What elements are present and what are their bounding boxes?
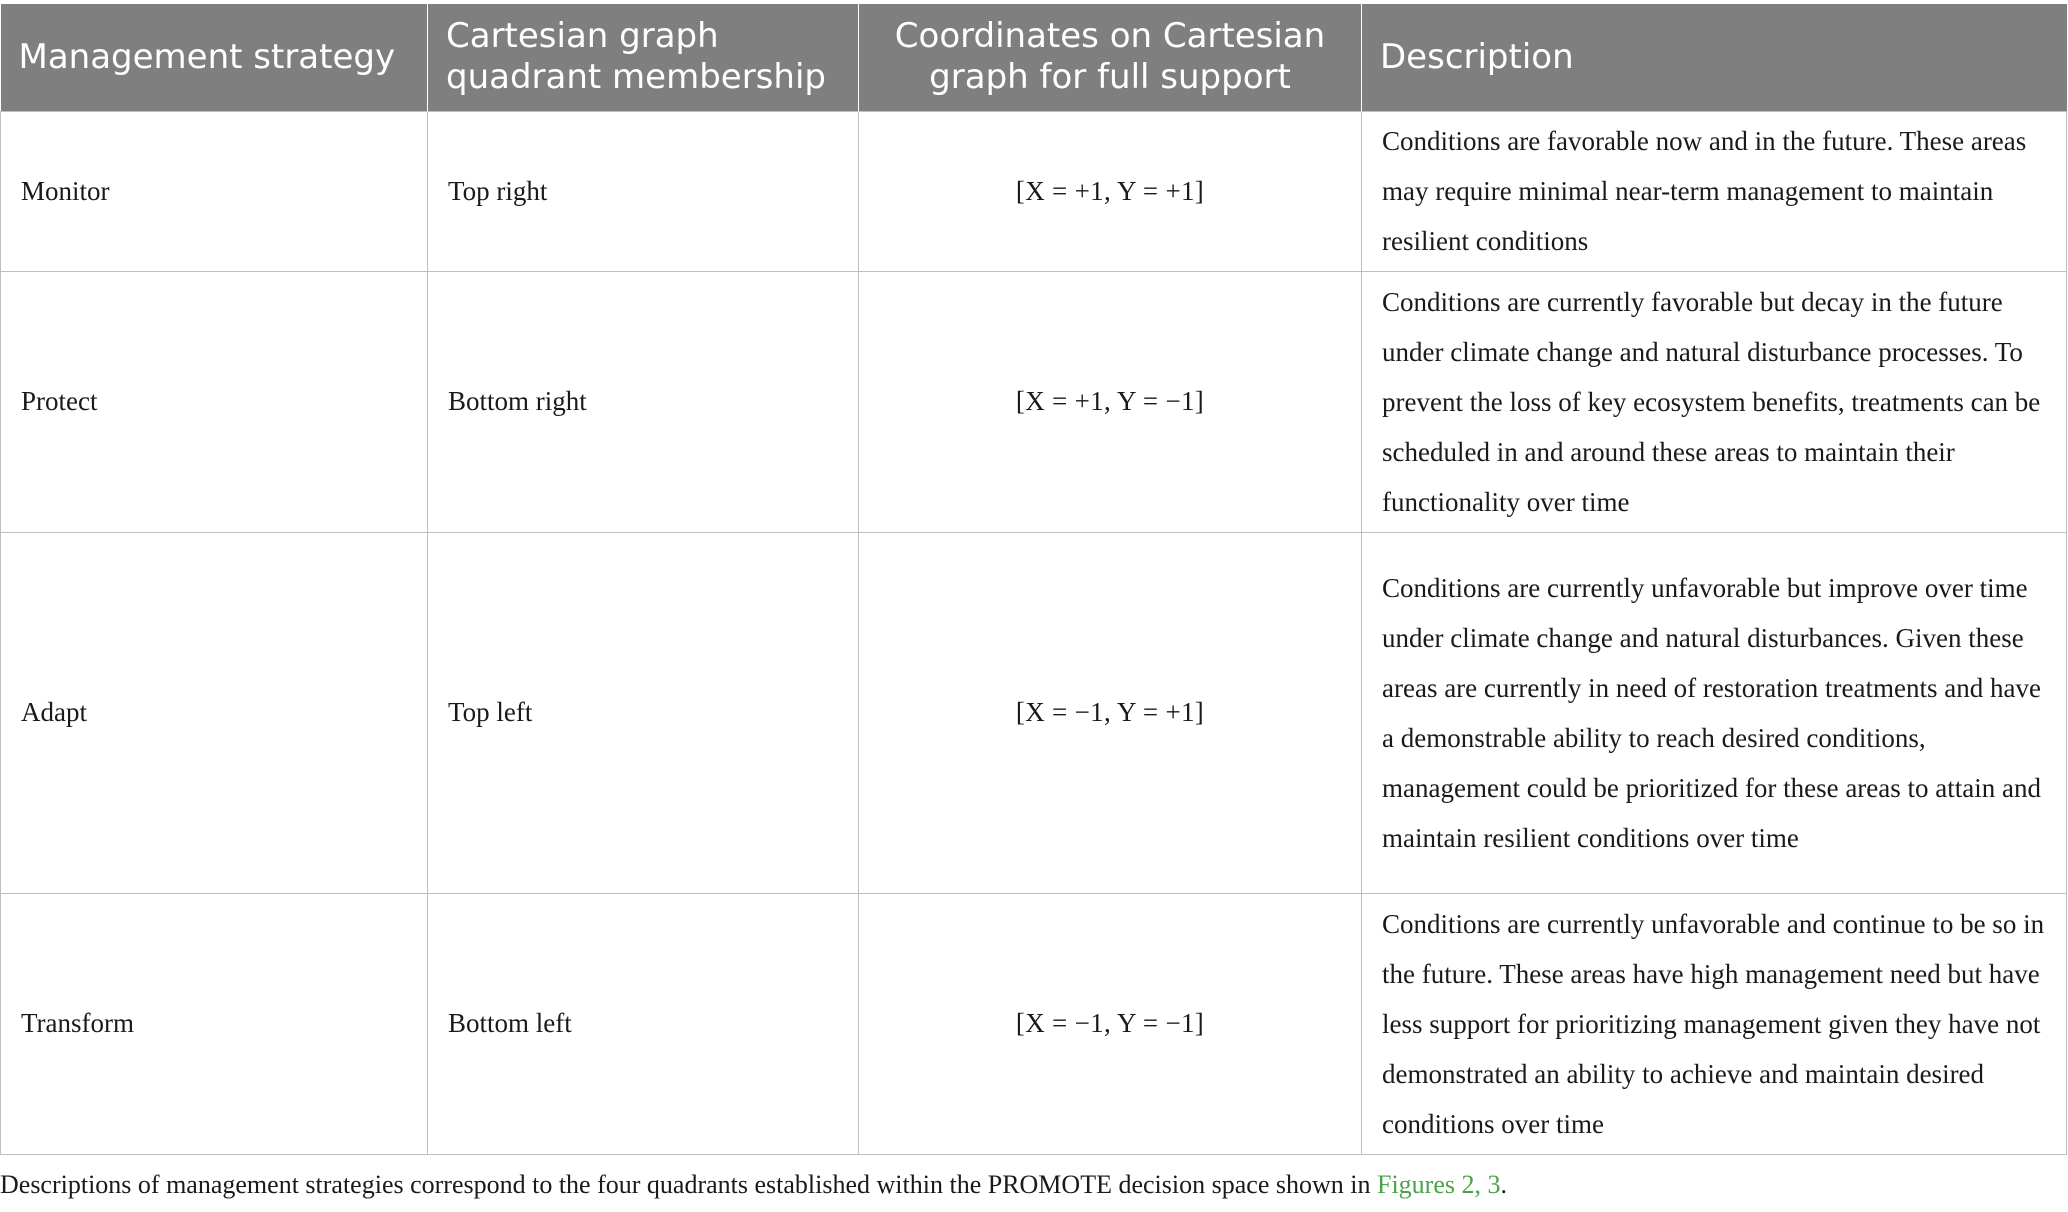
management-strategy-table [0, 4, 2067, 1155]
cell-quadrant: Top right [428, 111, 859, 271]
strategy-table-container [0, 4, 2066, 1155]
cell-description: Conditions are currently unfavorable and continue to be so in the future. These areas have high management need but have less support for prioritizing management given they have not demonstrated an ability to achieve and maintain desired conditions over time [1362, 893, 2067, 1154]
header-quadrant-membership: Cartesian graph quadrant membership [428, 4, 859, 111]
cell-description: Conditions are favorable now and in the future. These areas may require minimal near-term management to maintain resilient conditions [1362, 111, 2067, 271]
cell-coordinates: [X = −1, Y = −1] [859, 893, 1362, 1154]
cell-quadrant: Bottom right [428, 271, 859, 532]
table-row [1, 271, 2067, 532]
table-header-row [1, 4, 2067, 111]
table-row [1, 532, 2067, 893]
caption-end: . [1500, 1170, 1507, 1199]
cell-strategy: Protect [1, 271, 428, 532]
cell-coordinates: [X = −1, Y = +1] [859, 532, 1362, 893]
header-coordinates: Coordinates on Cartesian graph for full support [859, 4, 1362, 111]
table-caption [0, 1170, 1507, 1200]
cell-description: Conditions are currently unfavorable but improve over time under climate change and natural disturbances. Given these areas are currently in need of restoration treatments and have a demonstrable ability to reach desired conditions, management could be prioritized for these areas to attain and maintain resilient conditions over time [1362, 532, 2067, 893]
cell-coordinates: [X = +1, Y = −1] [859, 271, 1362, 532]
figures-link[interactable]: Figures 2, 3 [1376, 1170, 1501, 1199]
cell-strategy: Transform [1, 893, 428, 1154]
table-row [1, 111, 2067, 271]
table-row [1, 893, 2067, 1154]
header-management-strategy: Management strategy [1, 4, 428, 111]
cell-quadrant: Bottom left [428, 893, 859, 1154]
cell-strategy: Adapt [1, 532, 428, 893]
cell-quadrant: Top left [428, 532, 859, 893]
cell-description: Conditions are currently favorable but decay in the future under climate change and natural disturbance processes. To prevent the loss of key ecosystem benefits, treatments can be scheduled in and around these areas to maintain their functionality over time [1362, 271, 2067, 532]
cell-strategy: Monitor [1, 111, 428, 271]
caption-text: Descriptions of management strategies correspond to the four quadrants established within the PROMOTE decision space shown in [0, 1170, 1377, 1199]
header-description: Description [1362, 4, 2067, 111]
cell-coordinates: [X = +1, Y = +1] [859, 111, 1362, 271]
